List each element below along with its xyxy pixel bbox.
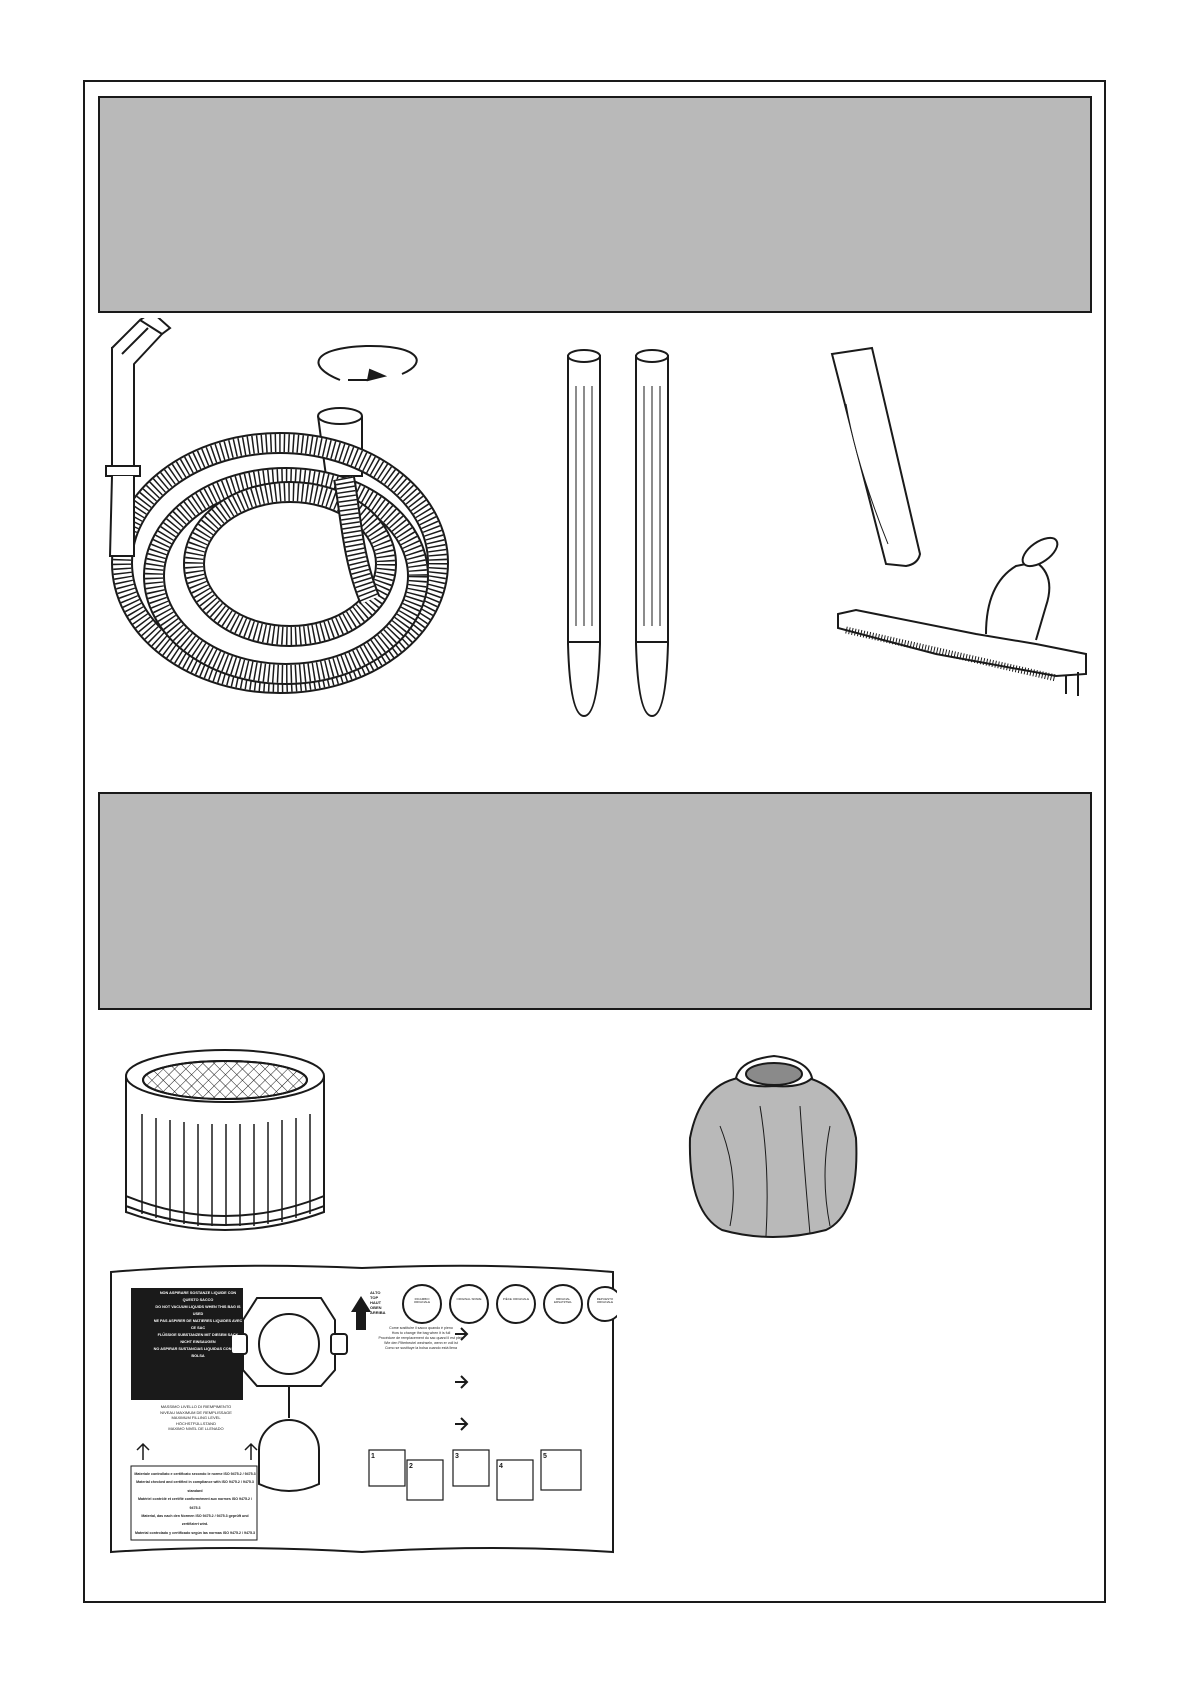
cartridge-filter-illustration <box>118 1046 332 1242</box>
fill-level-es: MAXIMO NIVEL DE LLENADO <box>168 1426 224 1432</box>
fill-level-it: MASSIMO LIVELLO DI RIEMPIMENTO <box>160 1404 232 1409</box>
steps-text <box>478 1318 624 1319</box>
change-title-fr: Procédure de remplacement du sac quand il est plein <box>378 1336 464 1340</box>
up-label-de: OBEN <box>370 1305 382 1310</box>
change-title-en: How to change the bag when it is full <box>391 1331 451 1335</box>
compliance-box <box>134 1470 256 1537</box>
warning-side-text <box>132 1292 148 1396</box>
warning-es: NO ASPIRAR SUSTANCIAS LIQUIDAS CON ESTA BOLSA <box>153 1347 243 1358</box>
change-title-de: Wie den Filterbeutel wechseln, wenn er voll ist <box>384 1341 458 1345</box>
bag-usage-text <box>126 1494 610 1496</box>
compliance-de: Material, das nach den Normen ISO 9475.2 / 9475.3 geprüft und zertifiziert wird. <box>141 1514 249 1527</box>
warning-text-block <box>153 1290 243 1360</box>
up-label-fr: HAUT <box>370 1300 382 1305</box>
section-band-filters <box>98 792 1092 1010</box>
up-label-en: TOP <box>370 1295 379 1300</box>
svg-text:5: 5 <box>543 1453 547 1460</box>
compliance-en: Material checked and certified in compliance with ISO 9475.2 / 9475.3 standard <box>136 1480 254 1493</box>
warning-en: DO NOT VACUUM LIQUIDS WHEN THIS BAG IS USED <box>155 1305 241 1316</box>
change-title-it: Come sostituire il sacco quando è pieno <box>389 1326 453 1330</box>
cloth-bag-illustration <box>680 1046 866 1242</box>
seal-fr: PIÈCE ORIGINALE <box>502 1297 530 1301</box>
hose-illustration <box>100 318 480 718</box>
seal-es: REPUESTO ORIGINALE <box>596 1297 614 1305</box>
up-label <box>370 1290 394 1315</box>
compliance-es: Material controlado y certificado según las normas ISO 9475.2 / 9475.3 <box>134 1530 256 1535</box>
change-bag-title <box>369 1326 473 1351</box>
nozzles-illustration <box>826 344 1096 724</box>
seal-de: ORIGINAL ERSATZTEIL <box>554 1297 572 1305</box>
fill-level-de: HÖCHSTFÜLLSTAND <box>176 1420 216 1426</box>
seal-en: ORIGINAL SPARE <box>456 1297 482 1301</box>
svg-text:2: 2 <box>409 1463 413 1470</box>
svg-text:1: 1 <box>371 1453 375 1460</box>
up-label-it: ALTO <box>370 1290 381 1295</box>
svg-text:4: 4 <box>499 1463 503 1470</box>
fill-level-text <box>126 1404 266 1432</box>
fill-level-fr: NIVEAU MAXIMUM DE REMPLISSAGE <box>160 1409 232 1415</box>
warning-it: NON ASPIRARE SOSTANZE LIQUIDE CON QUESTO SACCO <box>159 1291 237 1302</box>
seal-it: RICAMBIO ORIGINALE <box>413 1297 431 1305</box>
change-title-es: Como se sustituye la bolsa cuando está llena <box>384 1346 458 1350</box>
section-band-accessories <box>98 96 1092 313</box>
warning-de: FLÜSSIGE SUBSTANZEN MIT DIESEM SACK NICHT EINSAUGEN <box>157 1333 239 1344</box>
up-label-es: ARRIBA <box>370 1310 386 1315</box>
extension-tubes-illustration <box>562 346 686 720</box>
compliance-fr: Matériel contrôlé et certifié conformément aux normes ISO 9475.2 / 9475.3 <box>137 1497 253 1510</box>
compliance-it: Materiale controllato e certificato secondo le norme ISO 9475.2 / 9475.3 <box>134 1472 256 1476</box>
fill-level-en: MAXIMUM FILLING LEVEL <box>171 1415 221 1421</box>
svg-text:3: 3 <box>455 1453 459 1460</box>
warning-fr: NE PAS ASPIRER DE MATIERES LIQUIDES AVEC CE SAC <box>153 1319 243 1330</box>
